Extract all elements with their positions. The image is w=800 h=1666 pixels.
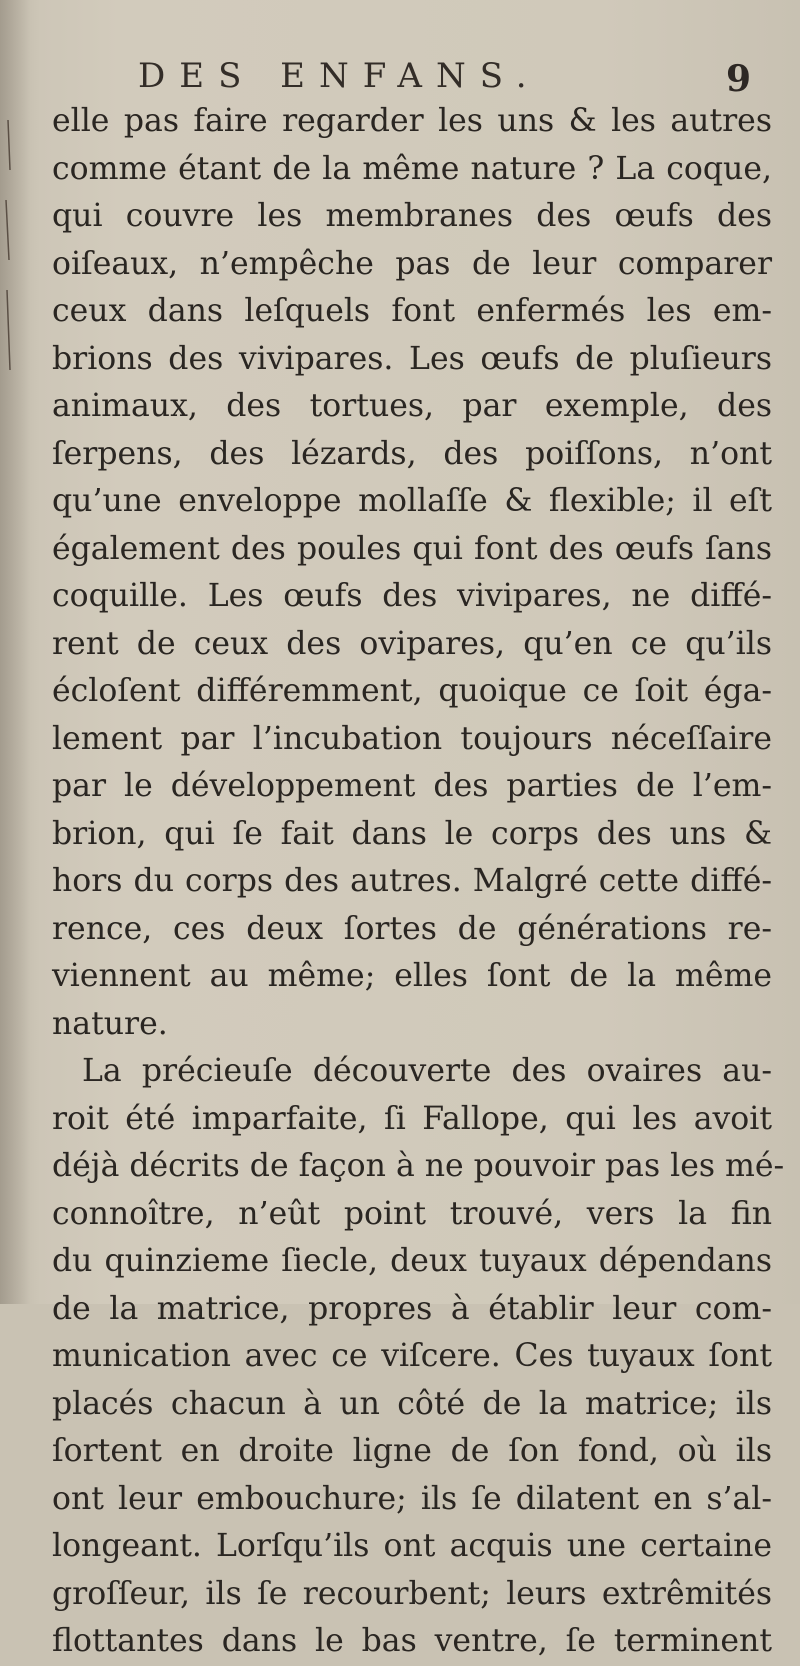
text-line: flottantes dans le bas ventre, ſe terminent: [52, 1623, 772, 1659]
text-line: qu’une enveloppe mollaſſe & flexible; il eſt: [52, 483, 772, 519]
text-line: déjà décrits de façon à ne pouvoir pas les mé-: [52, 1148, 785, 1184]
text-line: de la matrice, propres à établir leur com-: [52, 1290, 772, 1327]
text-line: viennent au même; elles ſont de la même: [52, 958, 772, 994]
text-line: longeant. Lorſqu’ils ont acquis une certaine: [52, 1528, 772, 1564]
text-line: brion, qui ſe fait dans le corps des uns &: [52, 815, 772, 852]
text-line: elle pas faire regarder les uns & les autres: [52, 103, 772, 139]
text-line: du quinzieme ſiecle, deux tuyaux dépendans: [52, 1243, 772, 1279]
text-line: écloſent différemment, quoique ce ſoit éga-: [52, 673, 772, 709]
margin-mark-3: [7, 290, 10, 370]
text-line: connoître, n’eût point trouvé, vers la fin: [52, 1195, 772, 1232]
text-line: animaux, des tortues, par exemple, des: [52, 388, 772, 424]
text-line: brions des vivipares. Les œufs de pluſieurs: [52, 340, 772, 377]
page-number: 9: [726, 58, 752, 100]
text-line: hors du corps des autres. Malgré cette diffé-: [52, 863, 772, 899]
paragraph-start-line: La précieuſe découverte des ovaires au-: [82, 1053, 772, 1089]
text-line: munication avec ce viſcere. Ces tuyaux ſont: [52, 1338, 772, 1374]
text-line: comme étant de la même nature ? La coque,: [52, 150, 772, 187]
text-line: qui couvre les membranes des œufs des: [52, 198, 772, 234]
text-line: lement par l’incubation toujours néceſſaire: [52, 720, 772, 757]
text-line: ſerpens, des lézards, des poiſſons, n’ont: [52, 435, 772, 472]
text-line: également des poules qui font des œufs ſans: [52, 530, 772, 567]
text-line: roit été imparfaite, ſi Fallope, qui les avoit: [52, 1100, 772, 1137]
text-line: rent de ceux des ovipares, qu’en ce qu’ils: [52, 625, 772, 662]
text-line: par le développement des parties de l’em-: [52, 768, 772, 804]
text-line: ceux dans leſquels font enfermés les em-: [52, 293, 772, 329]
body-text: [52, 98, 785, 1666]
paragraph-end-line: nature.: [52, 1005, 168, 1042]
text-line: ont leur embouchure; ils ſe dilatent en s’al-: [52, 1480, 772, 1517]
text-line: ſortent en droite ligne de ſon fond, où ils: [52, 1433, 772, 1469]
text-line: groſſeur, ils ſe recourbent; leurs extrêmités: [52, 1575, 772, 1612]
margin-ink-marks: [0, 110, 24, 430]
text-line: placés chacun à un côté de la matrice; ils: [52, 1385, 772, 1422]
running-head: DES ENFANS.: [138, 56, 541, 96]
text-line: rence, ces deux ſortes de générations re-: [52, 910, 772, 947]
text-line: coquille. Les œufs des vivipares, ne diffé-: [52, 578, 772, 614]
margin-mark-1: [8, 120, 10, 170]
margin-mark-2: [6, 200, 9, 260]
text-line: oiſeaux, n’empêche pas de leur comparer: [52, 245, 772, 282]
